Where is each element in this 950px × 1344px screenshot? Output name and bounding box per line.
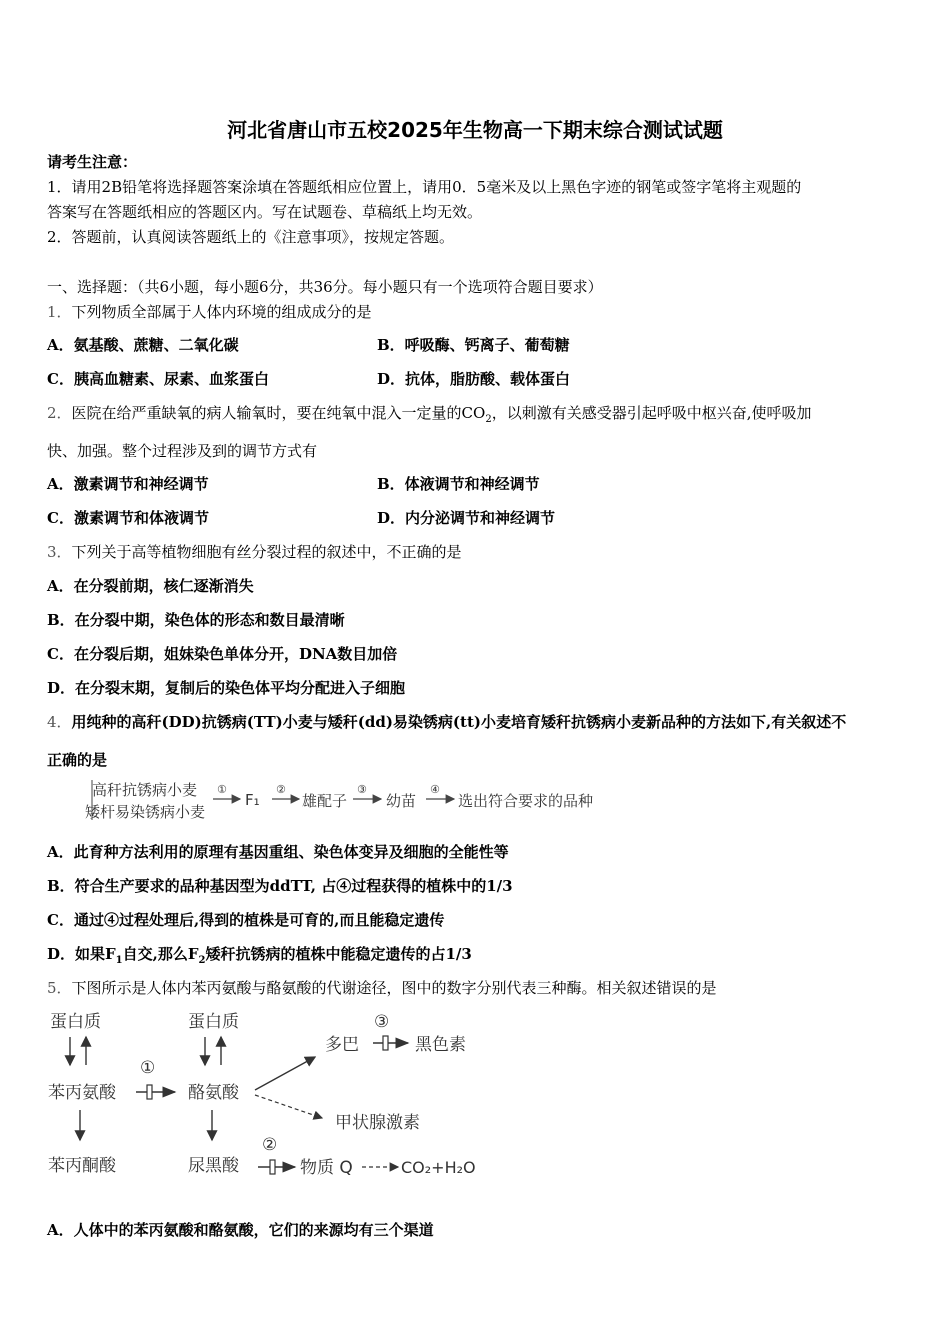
step-2-label: ②: [276, 783, 286, 796]
breeding-flow-diagram: [80, 776, 620, 826]
phenylalanine-label: 苯丙氨酸: [48, 1083, 116, 1103]
q2-option-c: C．激素调节和体液调节: [47, 509, 209, 527]
notice-item-1: 1．请用2B铅笔将选择题答案涂填在答题纸相应位置上，请用0．5毫米及以上黑色字迹的钢笔或签字笔将主观题的: [47, 178, 802, 196]
question-number: 1．: [47, 303, 72, 321]
q1-option-d: D．抗体，脂肪酸、载体蛋白: [377, 370, 571, 388]
question-number: 2．: [47, 404, 72, 422]
question-text-cont: ，以刺激有关感受器引起呼吸中枢兴奋,使呼吸加: [491, 404, 812, 422]
co2-water-label: CO₂+H₂O: [401, 1158, 476, 1177]
page-title: 河北省唐山市五校2025年生物高一下期末综合测试试题: [227, 118, 723, 142]
q1-option-b: B．呼吸酶、钙离子、葡萄糖: [377, 336, 570, 354]
option-text: D．如果F: [47, 945, 116, 963]
question-text: 下列物质全部属于人体内环境的组成成分的是: [71, 303, 372, 321]
parent-2-label: 矮杆易染锈病小麦: [85, 803, 206, 821]
q3-option-a: A．在分裂前期，核仁逐渐消失: [47, 577, 254, 595]
step-1-label: ①: [217, 783, 227, 796]
result-label: 选出符合要求的品种: [458, 792, 594, 810]
subscript: 1: [115, 955, 123, 966]
q3-option-c: C．在分裂后期，姐妹染色单体分开，DNA数目加倍: [47, 645, 398, 663]
protein-label-left: 蛋白质: [50, 1012, 101, 1032]
q4-option-d: [47, 944, 472, 971]
tyrosine-label: 酪氨酸: [188, 1083, 239, 1103]
q5-option-a: A．人体中的苯丙氨酸和酪氨酸，它们的来源均有三个渠道: [47, 1221, 434, 1239]
question-number: 4．: [47, 713, 72, 731]
question-3-stem: [47, 542, 462, 562]
question-text: 用纯种的高秆(DD)抗锈病(TT)小麦与矮秆(dd)易染锈病(tt)小麦培育矮秆抗锈病小麦新品种的方法如下,有关叙述不: [71, 713, 847, 731]
question-1-stem: [47, 302, 372, 322]
arrow-to-thyroxine: [255, 1095, 322, 1118]
option-text-end: 矮秆抗锈病的植株中能稳定遗传的占1/3: [205, 945, 472, 963]
q4-option-c: C．通过④过程处理后,得到的植株是可育的,而且能稳定遗传: [47, 911, 445, 929]
section-heading: 一、选择题：（共6小题，每小题6分，共36分。每小题只有一个选项符合题目要求）: [47, 278, 603, 296]
notice-heading: 请考生注意：: [47, 153, 138, 171]
seedling-label: 幼苗: [386, 792, 417, 810]
subscript: 2: [198, 955, 206, 966]
question-text: 下列关于高等植物细胞有丝分裂过程的叙述中，不正确的是: [71, 543, 462, 561]
option-text-cont: 自交,那么F: [122, 945, 199, 963]
question-2-stem: [47, 403, 811, 430]
q1-option-c: C．胰高血糖素、尿素、血浆蛋白: [47, 370, 269, 388]
q1-option-a: A．氨基酸、蔗糖、二氧化碳: [47, 336, 239, 354]
homogentisic-acid-label: 尿黑酸: [188, 1156, 239, 1176]
question-5-stem: [47, 978, 717, 998]
q2-option-b: B．体液调节和神经调节: [377, 475, 540, 493]
enzyme-3-label: ③: [374, 1012, 390, 1032]
arrow-to-dopa: [255, 1057, 315, 1090]
notice-item-2: 2．答题前，认真阅读答题纸上的《注意事项》，按规定答题。: [47, 228, 455, 246]
gamete-label: 雄配子: [302, 792, 348, 810]
subscript: 2: [485, 414, 492, 425]
q2-option-a: A．激素调节和神经调节: [47, 475, 209, 493]
enzyme-block-1: [147, 1085, 152, 1099]
question-number: 5．: [47, 979, 72, 997]
phenylpyruvate-label: 苯丙酮酸: [48, 1156, 116, 1176]
step-4-label: ④: [430, 783, 440, 796]
q3-option-d: D．在分裂末期，复制后的染色体平均分配进入子细胞: [47, 679, 406, 697]
q3-option-b: B．在分裂中期，染色体的形态和数目最清晰: [47, 611, 345, 629]
question-number: 3．: [47, 543, 72, 561]
q4-option-a: A．此育种方法利用的原理有基因重组、染色体变异及细胞的全能性等: [47, 843, 509, 861]
q2-option-d: D．内分泌调节和神经调节: [377, 509, 556, 527]
question-text: 医院在给严重缺氧的病人输氧时，要在纯氧中混入一定量的CO: [71, 404, 486, 422]
enzyme-block-2: [270, 1160, 275, 1174]
question-text: 下图所示是人体内苯丙氨酸与酪氨酸的代谢途径，图中的数字分别代表三种酶。相关叙述错误的是: [71, 979, 717, 997]
enzyme-block-3: [383, 1036, 388, 1050]
notice-item-1-cont: 答案写在答题纸相应的答题区内。写在试题卷、草稿纸上均无效。: [47, 203, 483, 221]
question-4-stem-cont: 正确的是: [47, 751, 108, 769]
q4-option-b: B．符合生产要求的品种基因型为ddTT, 占④过程获得的植株中的1/3: [47, 877, 513, 895]
f1-label: F₁: [245, 791, 260, 809]
enzyme-1-label: ①: [140, 1058, 156, 1078]
melanin-label: 黑色素: [415, 1035, 466, 1055]
question-4-stem: [47, 712, 846, 732]
parent-1-label: 高秆抗锈病小麦: [92, 781, 198, 799]
thyroxine-label: 甲状腺激素: [335, 1113, 420, 1133]
dopa-label: 多巴: [325, 1035, 359, 1055]
step-3-label: ③: [357, 783, 367, 796]
metabolism-pathway-diagram: [40, 1005, 500, 1195]
protein-label-right: 蛋白质: [188, 1012, 239, 1032]
enzyme-2-label: ②: [262, 1135, 278, 1155]
question-2-stem-cont: 快、加强。整个过程涉及到的调节方式有: [47, 442, 318, 460]
substance-q-label: 物质 Q: [300, 1158, 353, 1178]
